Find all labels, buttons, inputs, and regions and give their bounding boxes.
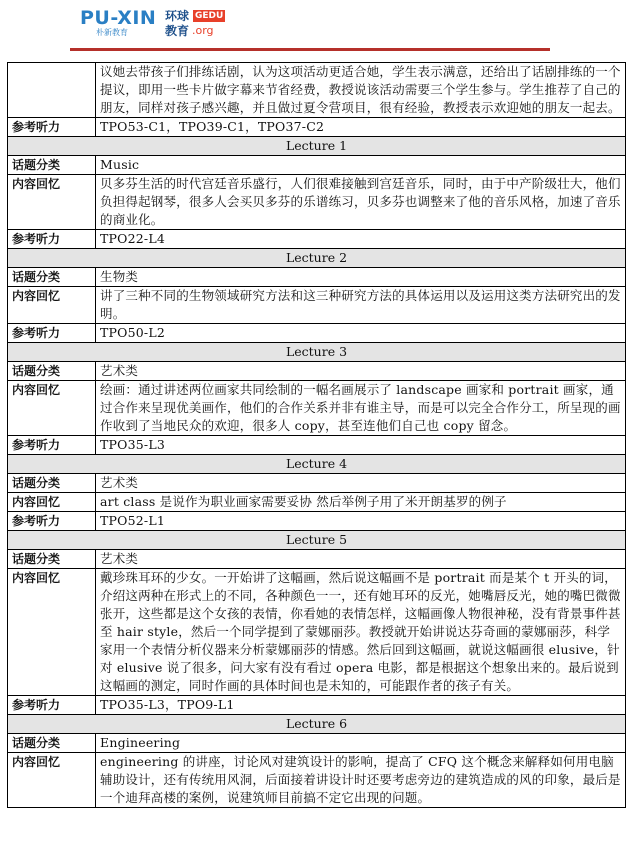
table-row: [8, 175, 626, 230]
row-label: 参考听力: [8, 512, 96, 531]
table-row: [8, 753, 626, 808]
row-label: 内容回忆: [8, 287, 96, 324]
row-label: 话题分类: [8, 734, 96, 753]
row-content: 艺术类: [96, 474, 626, 493]
table-row: [8, 63, 626, 118]
row-content: 生物类: [96, 268, 626, 287]
lecture-section-title: Lecture 5: [8, 531, 626, 550]
gedu-logo-org: .org: [192, 24, 214, 37]
table-row: [8, 474, 626, 493]
table-row: [8, 268, 626, 287]
lecture-section-title: Lecture 1: [8, 137, 626, 156]
lecture-section-row: [8, 715, 626, 734]
table-row: [8, 287, 626, 324]
lecture-section-title: Lecture 4: [8, 455, 626, 474]
table-row: [8, 156, 626, 175]
lecture-section-title: Lecture 3: [8, 343, 626, 362]
row-label: 话题分类: [8, 474, 96, 493]
huanqiu-logo-line2: 教育: [165, 24, 190, 38]
row-label: [8, 63, 96, 118]
table-row: [8, 118, 626, 137]
lecture-notes-table: [7, 62, 626, 808]
lecture-section-row: [8, 343, 626, 362]
table-row: [8, 230, 626, 249]
row-label: 内容回忆: [8, 381, 96, 436]
row-content: Music: [96, 156, 626, 175]
row-content: engineering 的讲座，讨论风对建筑设计的影响，提高了 CFQ 这个概念来解释如何用电脑辅助设计，还有传统用风洞，后面接着讲设计时还要考虑旁边的建筑造成的风的印象，最后是一个迪拜高楼的案例，说建筑师目前搞不定它出现的问题。: [96, 753, 626, 808]
row-label: 话题分类: [8, 550, 96, 569]
row-content: TPO22-L4: [96, 230, 626, 249]
row-label: 话题分类: [8, 362, 96, 381]
row-content: 议她去带孩子们排练话剧，认为这项活动更适合她，学生表示满意，还给出了话剧排练的一个提议，即用一些卡片做字幕来节省经费，教授说该活动需要三个学生参与。学生推荐了自己的朋友，同样对孩子感兴趣，并且做过夏令营项目，很有经验，教授表示欢迎她的朋友一起去。: [96, 63, 626, 118]
gedu-logo-badge: GEDU: [195, 11, 224, 21]
table-row: [8, 569, 626, 696]
puxin-logo-subtitle: 朴新教育: [96, 28, 128, 37]
puxin-logo: PU-XIN: [80, 7, 157, 29]
row-content: Engineering: [96, 734, 626, 753]
table-row: [8, 734, 626, 753]
row-content: 艺术类: [96, 550, 626, 569]
row-content: 绘画：通过讲述两位画家共同绘制的一幅名画展示了 landscape 画家和 portrait 画家，通过合作来呈现优美画作，他们的合作关系并非有谁主导，而是可以完全合作分工，所呈现的画作收到了当地民众的欢迎，很多人 copy，甚至连他们自己也 copy 留念。: [96, 381, 626, 436]
row-content: art class 是说作为职业画家需要妥协 然后举例子用了米开朗基罗的例子: [96, 493, 626, 512]
row-content: TPO35-L3，TPO9-L1: [96, 696, 626, 715]
table-row: [8, 381, 626, 436]
lecture-section-title: Lecture 2: [8, 249, 626, 268]
row-label: 参考听力: [8, 324, 96, 343]
table-row: [8, 324, 626, 343]
lecture-section-row: [8, 531, 626, 550]
table-row: [8, 436, 626, 455]
page-header: [0, 0, 630, 58]
lecture-section-row: [8, 455, 626, 474]
row-label: 话题分类: [8, 268, 96, 287]
table-row: [8, 550, 626, 569]
row-label: 参考听力: [8, 436, 96, 455]
lecture-section-row: [8, 137, 626, 156]
row-label: 内容回忆: [8, 569, 96, 696]
row-label: 话题分类: [8, 156, 96, 175]
lecture-section-row: [8, 249, 626, 268]
row-content: 贝多芬生活的时代宫廷音乐盛行，人们很难接触到宫廷音乐，同时，由于中产阶级壮大，他们负担得起钢琴，很多人会买贝多芬的乐谱练习，贝多芬也调整来了他的音乐风格，加速了音乐的商业化。: [96, 175, 626, 230]
row-content: 艺术类: [96, 362, 626, 381]
row-content: TPO53-C1，TPO39-C1，TPO37-C2: [96, 118, 626, 137]
row-label: 内容回忆: [8, 175, 96, 230]
row-label: 参考听力: [8, 230, 96, 249]
table-row: [8, 696, 626, 715]
row-content: TPO50-L2: [96, 324, 626, 343]
lecture-section-title: Lecture 6: [8, 715, 626, 734]
header-divider: [70, 48, 550, 51]
table-row: [8, 512, 626, 531]
table-row: [8, 362, 626, 381]
row-content: 讲了三种不同的生物领域研究方法和这三种研究方法的具体运用以及运用这类方法研究出的发明。: [96, 287, 626, 324]
row-content: TPO52-L1: [96, 512, 626, 531]
row-label: 参考听力: [8, 696, 96, 715]
row-content: 戴珍珠耳环的少女。一开始讲了这幅画，然后说这幅画不是 portrait 而是某个 t 开头的词，介绍这两种在形式上的不同，各种颜色一一，还有她耳环的反光，她嘴唇反光，她的嘴巴微微张开，这些都是这个女孩的表情，你看她的表情怎样，这幅画像人物很神秘，没有背景事件甚至 hair style，然后一个同学提到了蒙娜丽莎。教授就开始讲说达芬奇画的蒙娜丽莎，科学家用一个表情分析仪器来分析蒙娜丽莎的情感。然后回到这幅画，就说这幅画很 elusive，针对 elusive 说了很多，问大家有没有看过 opera 电影，都是根据这个想象出来的。最后说到这幅画的测定，同时作画的具体时间也是未知的，可能跟作者的孩子有关。: [96, 569, 626, 696]
row-label: 内容回忆: [8, 493, 96, 512]
table-row: [8, 493, 626, 512]
row-content: TPO35-L3: [96, 436, 626, 455]
huanqiu-logo-line1: 环球: [165, 9, 190, 23]
row-label: 参考听力: [8, 118, 96, 137]
row-label: 内容回忆: [8, 753, 96, 808]
